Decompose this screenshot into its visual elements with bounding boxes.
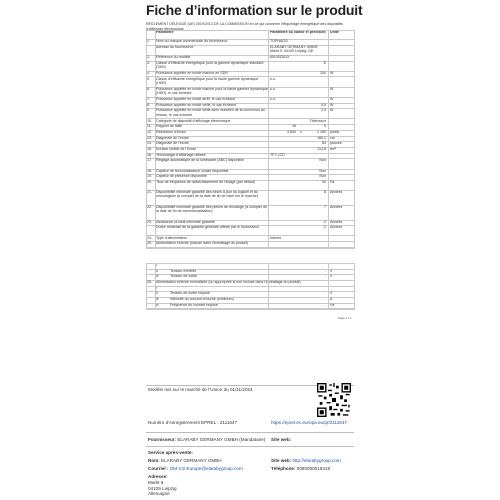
row-number: 2. [147,54,150,59]
row-param: Classe d’efficacité énergétique pour la gamme dynamique standard (SDR) [156,60,264,69]
row-number: 6. [147,86,150,91]
row-value: Non [319,168,326,173]
row-param: Puissance appelée en mode arrêt, le cas échéant [156,96,235,101]
row-number: 16. [147,152,152,157]
row-value: Téléviseur [309,118,326,123]
row-value: TOPNADO [270,39,288,43]
row-value: 65US4301X [270,54,290,59]
row-unit: W [330,96,334,101]
row-value: 0.5 [321,102,326,107]
ext-row-index: iv [156,302,159,307]
row-param: Rapport de taille [156,124,183,129]
row-value: 165,1 [317,135,326,140]
row-param: Puissance appelée en mode marche pour la haute gamme dynamique (HDR), le cas échéant [156,86,268,95]
row-param: Résolution d’écran [156,129,186,134]
regulation-text: RÈGLEMENT DÉLÉGUÉ (UE) 2019/2013 DE LA COMMISSION en ce qui concerne l'étiquetage énergétique des dispositifs d'affichage électronique [146,22,343,31]
row-param: Diagonale de l’écran [156,135,189,140]
service-site-label: Site web: [271,458,292,463]
ext-row-value: - [324,274,326,279]
ext-row-unit: V [330,274,333,279]
row-unit: W [330,86,334,91]
mail-link[interactable]: GM-CS-Europe@elarabygroup.com [169,466,243,471]
table-column-line [155,263,156,309]
table-frame [146,30,355,249]
ext-row-param: Tension de sortie [170,274,198,279]
row-number: 25. [147,241,152,246]
ext-row-index: ii [156,291,158,296]
row-unit: cm [330,135,335,140]
row-value: Interne [270,235,282,240]
row-value: 2 [324,219,326,224]
header-param: Paramètre [156,30,174,34]
table-column-line [155,30,156,247]
row-number: 3. [147,60,150,65]
ext-row-unit: A [330,297,333,302]
row-value-a: 16 [292,124,296,129]
row-unit: Années [330,219,343,224]
divider-mid [146,432,354,433]
row-number: 23. [147,219,152,224]
header-value: Paramètre ou valeur et précision [270,30,326,34]
eprel-link[interactable]: https://eprel.ec.europa.eu/qr/2111647 [271,420,347,425]
row-param: Type d’alimentation [156,235,187,240]
row-number: 21. [147,190,152,195]
row-value-b: 9 [324,124,326,129]
row-param: Surface visible de l’écran [156,147,196,151]
ext-row-index: i [156,285,157,290]
row-value: s.o. [270,96,276,101]
service-name-row [148,458,222,463]
row-value: TFT-LCD [270,152,285,157]
address-line-1: Markt 9 [148,480,164,485]
row-value: 2 [324,225,326,230]
eprel-value: 2111647 [219,420,238,425]
page-number: Page 1 / 1 [338,316,352,320]
row-value: 114,8 [317,147,326,151]
row-number: 11. [147,124,152,129]
row-param: Diagonale de l’écran [156,141,189,146]
row-number: 5. [147,76,150,81]
supplier-value: ELARABY GERMANY GMBH (Mandataire) [177,437,266,442]
row-unit: dm² [330,147,337,151]
row-value: s.o. [270,76,276,81]
row-number: 4. [147,70,150,75]
row-unit: W [330,102,334,107]
row-value: 2.0 [321,108,326,113]
row-unit: Années [330,204,343,209]
ext-row-index: iii [156,274,159,279]
page-title: Fiche d’information sur le produit [146,2,363,18]
row-value-a: 3 840 [287,129,296,134]
row-param: Catégorie de dispositif d’affichage électronique [156,118,231,123]
row-unit: Années [330,190,343,195]
row-param: Taux de fréquence de rafraîchissement de l’image (par défaut) [156,180,256,184]
mail-row [148,466,243,471]
address-line-2: 04109 Leipzig [148,485,177,491]
row-number: 13. [147,135,152,140]
row-param: Classe d’efficacité énergétique pour la haute gamme dynamique (HDR) [156,76,259,85]
ext-row-value: - [324,268,326,273]
row-number: 7. [147,96,150,101]
row-param: Puissance appelée en mode marche en SDR [156,70,228,75]
row-number: 8. [147,102,150,107]
row-unit: W [330,108,334,113]
row-param: Assistance produit minimale garantie [156,219,215,224]
ext-row-value: - [324,302,326,307]
service-name-value: ELARABY GERMANY GMBH [161,458,222,463]
row-param: Alimentation externe normalisée (ou appropriée si non incluse dans l’emballage du produit) [156,280,301,284]
row-value: 50 [322,180,326,184]
row-number: 9. [147,108,150,113]
phone-label: Téléphone: [271,466,296,471]
table-column-line [268,263,269,309]
row-value: ELARABY GERMANY GMBH, Markt 9, 04109 Leipzig, DE [270,44,319,53]
row-number: 26. [147,280,152,284]
table-column-line [328,263,329,309]
row-value: 100 [320,70,326,75]
row-param: Disponibilité minimale garantie des mises à jour du logiciel et du micrologiciel (à compter de la date de fin de mise sur le marché) [156,190,259,199]
row-param: Disponibilité minimale garantie des pièces de rechange (à compter de la date de fin de commercialisation) [156,204,268,214]
market-date-text: Modèle mis sur le marché de l’Union du 01/11/2024 [148,387,253,392]
row-number: 17. [147,158,152,163]
row-param: Nom ou marque commerciale du fournisseur: [156,39,228,43]
row-value: 65 [322,141,326,146]
row-value: Non [319,158,326,163]
row-unit: Années [330,225,343,230]
row-value: 7 [324,204,326,209]
ext-row-index: ii [156,268,158,273]
ext-row-value: - [324,291,326,296]
table-column-line [328,30,329,247]
row-value-sep: x [300,129,302,134]
row-value: s.o. [270,86,276,91]
service-heading: Service après-vente: [148,450,193,455]
row-number: 12. [147,129,152,134]
row-param: Alimentation externe (incluse dans l’emballage du produit) [156,241,249,246]
row-unit: pouces [330,141,342,146]
address-label: Adresse: [148,474,168,479]
table-frame [146,263,355,311]
row-number: 22. [147,204,152,209]
row-number: 18. [147,168,152,173]
row-param: Puissance appelée en mode veille avec maintien de la connexion au réseau, le cas échéant [156,108,265,117]
row-value-sep: : [300,124,302,129]
row-param: Référence du modèle [156,54,191,59]
phone-row [271,466,330,471]
row-unit: pixels [330,129,340,134]
row-number: 24. [147,235,152,240]
ext-row-unit: V [330,268,333,273]
row-param: Capteur de reconnaissance vocale disponible [156,168,229,173]
site-label: Site web: [271,437,292,442]
row-number: 20. [147,180,152,184]
service-site-link[interactable]: http://elarabygroup.com [292,458,341,463]
header-unit: Unité [330,30,339,34]
mail-label: Courriel : [148,466,169,471]
row-number: 1. [147,39,150,43]
row-unit: Hz [330,180,335,184]
ext-row-param: Intensité du courant à fournir (minimum) [170,297,234,302]
row-param: Technologie d’affichage utilisée [156,152,206,157]
ext-row-value: - [324,297,326,302]
ext-row-unit: Hz [330,302,335,307]
row-value: 8 [324,190,326,195]
address-line-3: Allemagne [148,491,170,496]
service-name-label: Nom: [148,458,160,463]
row-number: 14. [147,141,152,146]
eprel-row [148,420,237,425]
ext-row-param: Fréquence du courant requise [170,302,218,307]
divider-service [146,446,354,447]
service-site-row [271,458,341,463]
table-column-line [268,30,269,247]
row-value-b: 2 160 [317,129,326,134]
ext-row-index: i [156,262,157,267]
row-param: Adresse du fournisseur: [156,44,194,49]
ext-row-param: Tension de sortie requise [170,291,210,296]
row-param: Réglage automatique de la luminosité (ABC) disponible [156,158,245,163]
row-param: Durée minimale de la garantie générale offerte par le fournisseur [156,225,259,230]
phone-value: 0080000019319 [296,466,331,471]
ext-row-index: iii [156,297,159,302]
row-number: 10. [147,118,152,123]
row-number: 19. [147,174,152,179]
row-value: Non [319,174,326,179]
ext-row-param: Tension d’entrée [170,268,197,273]
row-param: Capteur de présence disponible [156,174,207,179]
supplier-label: Fournisseur: [148,437,177,442]
row-number: 15. [147,147,152,151]
eprel-label: Numéro d’enregistrement EPREL : [148,420,219,425]
row-unit: W [330,70,334,75]
ext-row-unit: V [330,291,333,296]
row-param: Puissance appelée en mode veille, le cas échéant [156,102,236,107]
row-value: E [323,60,326,65]
supplier-row [148,437,265,442]
qr-code[interactable] [317,383,351,417]
